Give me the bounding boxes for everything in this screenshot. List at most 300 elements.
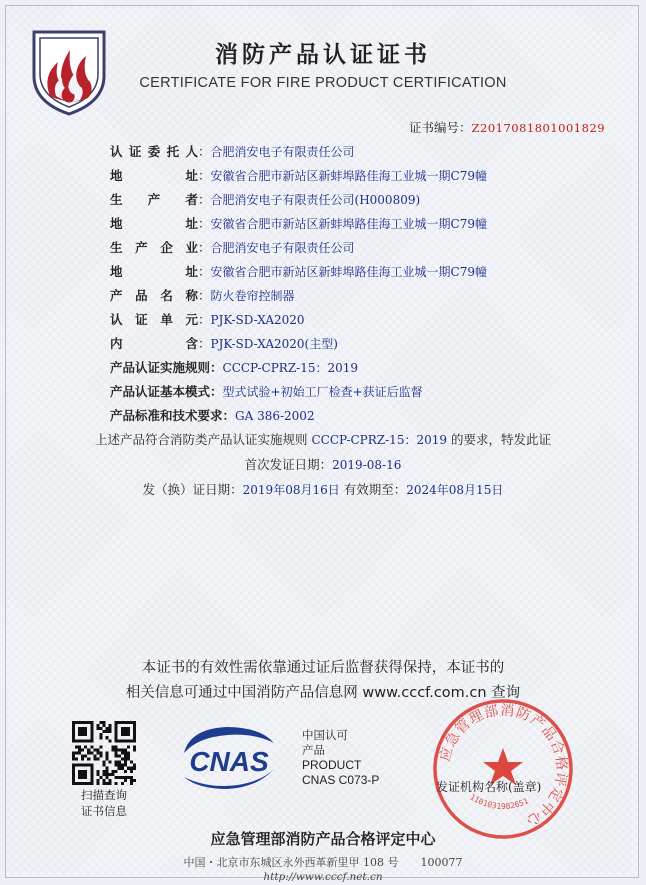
qr-module <box>133 736 136 739</box>
qr-module <box>90 770 93 773</box>
qr-module <box>90 739 93 742</box>
field-row-rules <box>110 358 358 376</box>
field-row-manufacturer-address <box>110 214 487 232</box>
field-label: 生产者 <box>110 192 198 207</box>
qr-module <box>90 767 93 770</box>
qr-module <box>72 736 75 739</box>
qr-module <box>72 733 75 736</box>
qr-module <box>118 755 121 758</box>
certificate-number-value: Z2017081801001829 <box>471 121 606 135</box>
qr-module <box>121 748 124 751</box>
field-row-mode <box>110 382 423 400</box>
qr-module <box>130 761 133 764</box>
qr-module <box>87 721 90 724</box>
qr-module <box>87 782 90 785</box>
qr-module <box>99 745 102 748</box>
qr-module <box>78 773 81 776</box>
qr-module <box>96 724 99 727</box>
qr-module <box>127 727 130 730</box>
qr-caption-line-2: 证书信息 <box>81 804 127 818</box>
qr-module <box>84 782 87 785</box>
qr-module <box>78 745 81 748</box>
qr-module <box>115 724 118 727</box>
qr-module <box>133 745 136 748</box>
svg-text:1101031982651 <box>468 793 530 812</box>
qr-module <box>130 739 133 742</box>
field-row-applicant-address <box>110 166 487 184</box>
qr-module <box>84 755 87 758</box>
field-value: GA 386-2002 <box>235 409 315 423</box>
field-value: PJK-SD-XA2020(主型) <box>210 337 338 351</box>
qr-module <box>99 736 102 739</box>
statement-prefix: 上述产品符合消防类产品认证实施规则 <box>94 432 308 447</box>
qr-module <box>124 755 127 758</box>
qr-module <box>124 739 127 742</box>
qr-module <box>124 761 127 764</box>
qr-module <box>81 755 84 758</box>
qr-module <box>90 764 93 767</box>
qr-module <box>115 733 118 736</box>
qr-module <box>81 773 84 776</box>
qr-module <box>106 770 109 773</box>
qr-module <box>102 779 105 782</box>
field-value: 合肥消安电子有限责任公司(H000809) <box>210 193 421 207</box>
qr-module <box>102 782 105 785</box>
cnas-logo <box>178 723 280 791</box>
field-value: 安徽省合肥市新站区新蚌埠路佳海工业城一期C79幢 <box>210 169 487 183</box>
qr-module <box>127 755 130 758</box>
qr-module <box>102 724 105 727</box>
issue-and-validity <box>6 480 640 498</box>
qr-module <box>81 770 84 773</box>
field-label: 认证单元 <box>110 312 198 327</box>
qr-module <box>106 727 109 730</box>
validity-notice-line-1: 本证书的有效性需依靠通过证后监督获得保持，本证书的 <box>141 660 505 676</box>
qr-module <box>115 727 118 730</box>
field-value: 安徽省合肥市新站区新蚌埠路佳海工业城一期C79幢 <box>210 265 487 279</box>
field-label: 认证委托人 <box>110 144 198 159</box>
qr-module <box>127 758 130 761</box>
qr-module <box>96 751 99 754</box>
qr-module <box>96 779 99 782</box>
qr-module <box>72 773 75 776</box>
qr-module <box>124 770 127 773</box>
cnas-line-1: 中国认可 <box>302 728 348 742</box>
qr-module <box>78 727 81 730</box>
field-label: 地址 <box>110 216 198 231</box>
qr-module <box>72 755 75 758</box>
qr-module <box>72 782 75 785</box>
qr-module <box>127 745 130 748</box>
qr-module <box>115 751 118 754</box>
issuer-seal-label: 发证机构名称(盖章) <box>436 780 542 794</box>
qr-module <box>72 730 75 733</box>
qr-module <box>90 776 93 779</box>
qr-module <box>121 739 124 742</box>
field-row-applicant <box>110 142 355 160</box>
qr-module <box>118 761 121 764</box>
qr-module <box>121 727 124 730</box>
qr-module <box>90 730 93 733</box>
qr-module <box>90 751 93 754</box>
qr-module <box>124 721 127 724</box>
qr-module <box>75 764 78 767</box>
qr-module <box>106 736 109 739</box>
qr-module <box>99 751 102 754</box>
qr-module <box>90 745 93 748</box>
qr-module <box>90 773 93 776</box>
qr-module <box>130 767 133 770</box>
qr-module <box>78 739 81 742</box>
qr-module <box>78 721 81 724</box>
qr-module <box>81 776 84 779</box>
qr-module <box>121 758 124 761</box>
qr-module <box>133 727 136 730</box>
field-value: 合肥消安电子有限责任公司 <box>210 145 355 159</box>
qr-module <box>133 748 136 751</box>
certificate-title-en: CERTIFICATE FOR FIRE PRODUCT CERTIFICATION <box>139 75 507 91</box>
qr-module <box>72 721 75 724</box>
qr-module <box>124 727 127 730</box>
qr-module <box>96 758 99 761</box>
qr-module <box>102 764 105 767</box>
qr-module <box>72 770 75 773</box>
qr-module <box>115 748 118 751</box>
qr-module <box>87 739 90 742</box>
qr-module <box>127 733 130 736</box>
seal-text: 应急管理部消防产品合格评定中心 <box>437 702 570 830</box>
qr-module <box>124 764 127 767</box>
qr-module <box>90 721 93 724</box>
qr-module <box>127 776 130 779</box>
qr-module <box>81 730 84 733</box>
field-row-product-name <box>110 286 295 304</box>
field-colon: ： <box>198 312 211 327</box>
qr-module <box>102 721 105 724</box>
issue-date-label: 发（换）证日期： <box>142 482 243 497</box>
qr-module <box>106 773 109 776</box>
cnas-line-2: 产品 <box>302 743 325 757</box>
qr-module <box>121 730 124 733</box>
qr-module <box>112 770 115 773</box>
field-label: 生产企业 <box>110 240 198 255</box>
qr-module <box>127 751 130 754</box>
qr-module <box>106 730 109 733</box>
qr-module <box>124 751 127 754</box>
seal-number: 1101031982651 <box>468 792 530 812</box>
qr-module <box>115 755 118 758</box>
qr-module <box>99 755 102 758</box>
qr-module <box>133 779 136 782</box>
qr-module <box>102 770 105 773</box>
cnas-accreditation-text <box>302 728 379 788</box>
qr-module <box>115 764 118 767</box>
qr-module <box>93 755 96 758</box>
qr-module <box>78 748 81 751</box>
qr-module <box>87 758 90 761</box>
certificate-number-label: 证书编号： <box>409 120 472 135</box>
qr-module <box>72 764 75 767</box>
qr-module <box>75 782 78 785</box>
qr-module <box>75 721 78 724</box>
field-colon: ： <box>198 192 211 207</box>
qr-module <box>87 748 90 751</box>
qr-module <box>78 764 81 767</box>
qr-module <box>75 758 78 761</box>
qr-module <box>78 782 81 785</box>
qr-module <box>90 724 93 727</box>
certificate-number <box>409 118 605 136</box>
qr-module <box>115 739 118 742</box>
qr-module <box>102 773 105 776</box>
qr-module <box>109 739 112 742</box>
compliance-statement <box>6 430 640 448</box>
qr-module <box>130 721 133 724</box>
qr-module <box>115 721 118 724</box>
qr-module <box>109 724 112 727</box>
qr-module <box>109 761 112 764</box>
qr-module <box>99 727 102 730</box>
field-value: 防火卷帘控制器 <box>210 289 295 303</box>
qr-module <box>90 733 93 736</box>
qr-module <box>106 776 109 779</box>
field-colon: ： <box>198 168 211 183</box>
field-label: 产品认证实施规则： <box>110 360 223 375</box>
qr-module <box>118 721 121 724</box>
field-colon: ： <box>198 144 211 159</box>
field-value: PJK-SD-XA2020 <box>210 313 305 327</box>
qr-module <box>96 773 99 776</box>
cnas-line-4: CNAS C073-P <box>302 773 380 787</box>
qr-module <box>133 721 136 724</box>
qr-module <box>102 730 105 733</box>
qr-module <box>90 727 93 730</box>
organization-website[interactable]: http://www.cccf.net.cn <box>263 871 383 883</box>
valid-until-label: 有效期至： <box>343 482 407 497</box>
valid-until-value: 2024年08月15日 <box>406 483 504 497</box>
qr-module <box>118 764 121 767</box>
qr-module <box>130 770 133 773</box>
qr-module <box>118 748 121 751</box>
qr-module <box>118 767 121 770</box>
qr-module <box>124 733 127 736</box>
qr-module <box>115 761 118 764</box>
qr-module <box>81 739 84 742</box>
qr-module <box>90 736 93 739</box>
field-value: CCCP-CPRZ-15：2019 <box>222 361 359 375</box>
qr-module <box>112 773 115 776</box>
qr-module <box>106 767 109 770</box>
qr-module <box>106 758 109 761</box>
field-colon: ： <box>198 264 211 279</box>
qr-module <box>112 748 115 751</box>
qr-module <box>133 764 136 767</box>
qr-module <box>84 773 87 776</box>
qr-module <box>78 730 81 733</box>
qr-module <box>90 779 93 782</box>
qr-module <box>84 727 87 730</box>
qr-module <box>130 776 133 779</box>
qr-module <box>121 751 124 754</box>
qr-module <box>133 739 136 742</box>
qr-module <box>127 739 130 742</box>
qr-module <box>84 733 87 736</box>
qr-module <box>81 721 84 724</box>
qr-module <box>84 770 87 773</box>
qr-module <box>118 739 121 742</box>
qr-module <box>115 782 118 785</box>
qr-module <box>118 776 121 779</box>
qr-module <box>90 782 93 785</box>
qr-module <box>81 764 84 767</box>
cnas-line-3: PRODUCT <box>302 758 362 772</box>
first-issue-value: 2019-08-16 <box>332 458 402 472</box>
qr-module <box>81 748 84 751</box>
qr-module <box>72 779 75 782</box>
qr-module <box>84 730 87 733</box>
qr-module <box>75 745 78 748</box>
qr-module <box>106 755 109 758</box>
cnas-logo-text: CNAS <box>189 746 269 777</box>
issuing-organization: 应急管理部消防产品合格评定中心 <box>210 830 436 848</box>
field-value: 型式试验+初始工厂检查+获证后监督 <box>222 385 423 399</box>
qr-module <box>84 764 87 767</box>
qr-module <box>72 724 75 727</box>
field-value: 安徽省合肥市新站区新蚌埠路佳海工业城一期C79幢 <box>210 217 487 231</box>
qr-module <box>121 782 124 785</box>
qr-module <box>109 782 112 785</box>
qr-module <box>81 758 84 761</box>
qr-module <box>106 782 109 785</box>
qr-module <box>109 773 112 776</box>
qr-module <box>96 748 99 751</box>
qr-module <box>133 733 136 736</box>
qr-module <box>75 751 78 754</box>
qr-module <box>87 764 90 767</box>
field-label: 产品认证基本模式： <box>110 384 223 399</box>
field-value: 合肥消安电子有限责任公司 <box>210 241 355 255</box>
statement-suffix: 的要求，特发此证 <box>450 432 551 447</box>
qr-module <box>84 721 87 724</box>
qr-module <box>87 751 90 754</box>
certificate-title-cn: 消防产品认证证书 <box>215 42 431 68</box>
qr-module <box>109 727 112 730</box>
qr-module <box>78 770 81 773</box>
qr-module <box>72 767 75 770</box>
qr-module <box>115 745 118 748</box>
qr-module <box>121 776 124 779</box>
qr-module <box>124 748 127 751</box>
qr-module <box>84 739 87 742</box>
qr-module <box>115 730 118 733</box>
qr-module <box>93 758 96 761</box>
qr-module <box>78 776 81 779</box>
field-label: 地址 <box>110 168 198 183</box>
qr-module <box>130 782 133 785</box>
qr-module <box>106 751 109 754</box>
issue-date-value: 2019年08月16日 <box>242 483 340 497</box>
field-label: 产品标准和技术要求： <box>110 408 236 423</box>
qr-module <box>72 739 75 742</box>
qr-module <box>96 770 99 773</box>
qr-module <box>72 751 75 754</box>
qr-module <box>124 730 127 733</box>
qr-module <box>75 739 78 742</box>
qr-module <box>84 776 87 779</box>
qr-module <box>130 779 133 782</box>
field-row-cert-unit <box>110 310 305 328</box>
qr-module <box>112 745 115 748</box>
qr-module <box>133 767 136 770</box>
qr-module <box>72 776 75 779</box>
official-seal-stamp <box>430 696 576 842</box>
first-issue-label: 首次发证日期： <box>244 457 333 472</box>
qr-module <box>72 727 75 730</box>
qr-code[interactable] <box>72 721 136 785</box>
qr-module <box>81 727 84 730</box>
qr-module <box>99 721 102 724</box>
certificate-page <box>5 5 639 883</box>
field-row-factory <box>110 238 355 256</box>
field-colon: ： <box>198 216 211 231</box>
qr-module <box>121 767 124 770</box>
qr-module <box>127 721 130 724</box>
statement-rule: CCCP-CPRZ-15：2019 <box>311 433 447 447</box>
qr-module <box>121 733 124 736</box>
validity-notice-line-2: 相关信息可通过中国消防产品信息网 www.cccf.com.cn 查询 <box>125 685 521 701</box>
qr-module <box>124 779 127 782</box>
qr-module <box>127 767 130 770</box>
field-label: 产品名称 <box>110 288 198 303</box>
qr-module <box>115 770 118 773</box>
qr-module <box>109 730 112 733</box>
qr-module <box>93 748 96 751</box>
qr-module <box>133 730 136 733</box>
field-row-standard <box>110 406 315 424</box>
field-colon: ： <box>198 288 211 303</box>
qr-module <box>96 727 99 730</box>
qr-module <box>121 721 124 724</box>
field-colon: ： <box>198 336 211 351</box>
qr-module <box>127 730 130 733</box>
qr-module <box>78 751 81 754</box>
qr-module <box>96 782 99 785</box>
qr-module <box>124 776 127 779</box>
field-label: 地址 <box>110 264 198 279</box>
qr-module <box>81 733 84 736</box>
qr-caption-line-1: 扫描查询 <box>81 788 127 802</box>
first-issue-date <box>6 455 640 473</box>
qr-module <box>115 736 118 739</box>
qr-module <box>124 758 127 761</box>
field-row-factory-address <box>110 262 487 280</box>
qr-module <box>72 758 75 761</box>
qr-module <box>133 724 136 727</box>
field-row-includes <box>110 334 338 352</box>
qr-module <box>121 764 124 767</box>
qr-module <box>81 782 84 785</box>
field-colon: ： <box>198 240 211 255</box>
field-row-manufacturer <box>110 190 420 208</box>
qr-module <box>84 745 87 748</box>
qr-module <box>99 776 102 779</box>
qr-module <box>115 776 118 779</box>
qr-module <box>99 733 102 736</box>
qr-module <box>109 779 112 782</box>
field-label: 内含 <box>110 336 198 351</box>
organization-address: 中国・北京市东城区永外西革新里甲 108 号 100077 <box>183 856 463 869</box>
qr-module <box>102 761 105 764</box>
